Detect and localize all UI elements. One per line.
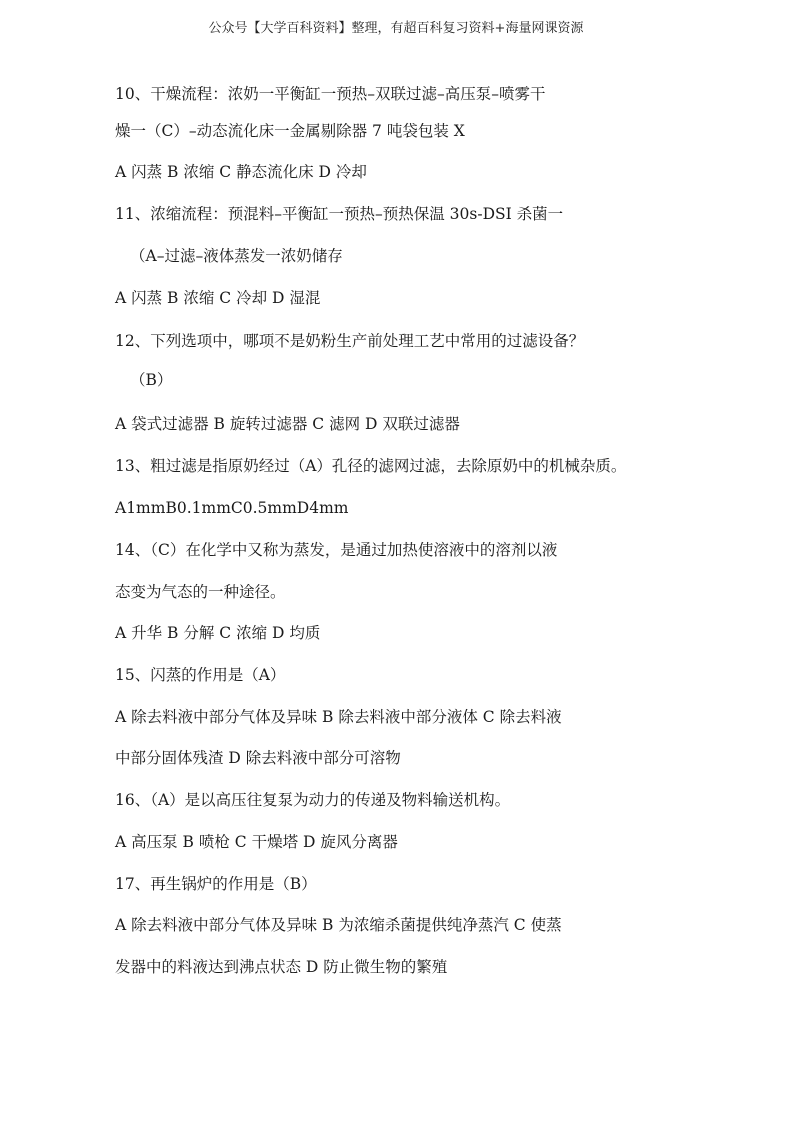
question-15-line-1: 15、闪蒸的作用是（A）	[115, 666, 286, 684]
question-12-answer: （B）	[130, 371, 173, 389]
question-17-line-1: 17、再生锅炉的作用是（B）	[115, 875, 317, 893]
question-10-line-2: 燥一（C）–动态流化床一金属剔除器 7 吨袋包装 X	[115, 122, 465, 140]
page-header: 公众号【大学百科资料】整理，有超百科复习资料+海量网课资源	[208, 21, 584, 36]
question-10-line-1: 10、干燥流程：浓奶一平衡缸一预热–双联过滤–高压泵–喷雾干	[115, 85, 546, 103]
question-13-line-1: 13、粗过滤是指原奶经过（A）孔径的滤网过滤，去除原奶中的机械杂质。	[115, 457, 627, 475]
question-11-options: A 闪蒸 B 浓缩 C 冷却 D 湿混	[115, 289, 321, 307]
question-12-options: A 袋式过滤器 B 旋转过滤器 C 滤网 D 双联过滤器	[115, 415, 460, 433]
question-17-options-line-2: 发器中的料液达到沸点状态 D 防止微生物的繁殖	[115, 958, 448, 976]
question-12-line-1: 12、下列选项中，哪项不是奶粉生产前处理工艺中常用的过滤设备？	[115, 332, 585, 350]
question-17-options-line-1: A 除去料液中部分气体及异味 B 为浓缩杀菌提供纯净蒸汽 C 使蒸	[115, 916, 562, 934]
question-10-options: A 闪蒸 B 浓缩 C 静态流化床 D 冷却	[115, 163, 367, 181]
question-11-line-1: 11、浓缩流程：预混料–平衡缸一预热–预热保温 30s-DSI 杀菌一	[115, 205, 564, 223]
question-15-options-line-1: A 除去料液中部分气体及异味 B 除去料液中部分液体 C 除去料液	[115, 708, 562, 726]
question-14-options: A 升华 B 分解 C 浓缩 D 均质	[115, 624, 321, 642]
question-14-line-2: 态变为气态的一种途径。	[115, 583, 286, 601]
question-11-line-2: （A–过滤–液体蒸发一浓奶储存	[130, 247, 343, 265]
question-13-options: A1mmB0.1mmC0.5mmD4mm	[115, 499, 349, 517]
question-15-options-line-2: 中部分固体残渣 D 除去料液中部分可溶物	[115, 749, 401, 767]
question-16-options: A 高压泵 B 喷枪 C 干燥塔 D 旋风分离器	[115, 833, 398, 851]
question-16-line-1: 16、（A）是以高压往复泵为动力的传递及物料输送机构。	[115, 791, 511, 809]
question-14-line-1: 14、（C）在化学中又称为蒸发，是通过加热使溶液中的溶剂以液	[115, 541, 558, 559]
